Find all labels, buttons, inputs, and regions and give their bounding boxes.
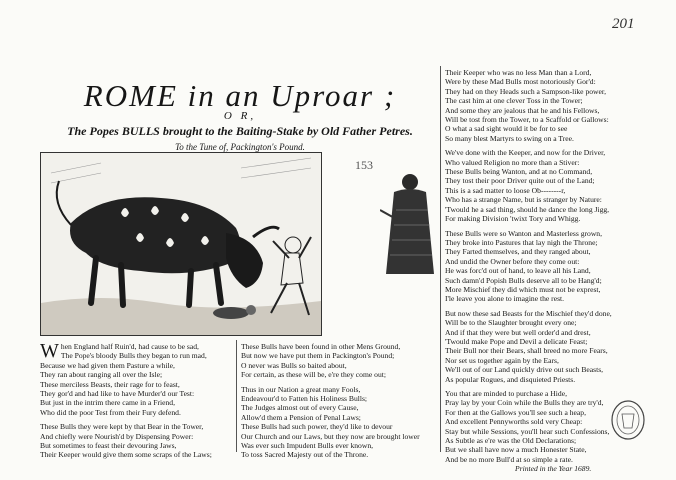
verse-line: To toss Sacred Majesty out of the Throne.	[241, 450, 369, 460]
verse-line: These Bulls have been found in other Mens Ground,	[241, 342, 401, 351]
verse-line: Will be tost from the Tower, to a Scaffold or Gallows:	[445, 115, 609, 125]
verse-line: They ran about ranging all over the Isle;	[40, 370, 163, 380]
bull-woodcut-icon	[41, 153, 321, 335]
verse-line: Will be to the Slaughter brought every one;	[445, 318, 577, 328]
ballad-subtitle: The Popes BULLS brought to the Baiting-Stake by Old Father Petres.	[67, 124, 413, 138]
verse-line: The cast him at one clever Toss in the Tower;	[445, 96, 583, 106]
verse-line: These merciless Beasts, their rage for to feast,	[40, 379, 180, 389]
verse-line: For certain, as these will be, e're they come out;	[241, 370, 386, 380]
verse-line: These Bulls being Wanton, and at no Command,	[445, 167, 593, 177]
verse-line: Their Keeper who was no less Man than a Lord,	[445, 68, 592, 77]
verse-line: O never was Bulls so baited about,	[241, 360, 347, 370]
verse-line: This is a sad matter to loose Ob--------r,	[445, 185, 566, 195]
verse-line: And excellent Pennyworths sold very Cheap:	[445, 417, 583, 427]
verse-column-1	[40, 342, 230, 460]
verse-line: Nor set us together again by the Ears,	[445, 355, 559, 365]
verse-line: More Mischief they did which must not be exprest,	[445, 284, 601, 294]
verse-line: But now these sad Beasts for the Mischief they'd done,	[445, 308, 612, 318]
verse-line: Who valued Religion no more than a Stiver:	[445, 157, 580, 167]
verse-line: The Judges almost out of every Cause,	[241, 403, 359, 413]
verse-line: Such damn'd Popish Bulls deserve all to be Hang'd;	[445, 275, 602, 285]
verse-line: Were by these Mad Bulls most notoriously Gor'd:	[445, 77, 596, 87]
verse-line: These Bulls had such power, they'd like to devour	[241, 422, 393, 432]
verse-line: But we shall have now a much Honester State,	[445, 445, 587, 455]
verse-line: For then at the Gallows you'll see such a heap,	[445, 407, 586, 417]
verse-line: Was ever such Impudent Bulls ever known,	[241, 441, 374, 451]
verse-line: Endeavour'd to Fatten his Holiness Bulls;	[241, 394, 368, 404]
verse-line: You that are minded to purchase a Hide,	[445, 389, 567, 398]
verse-line: O what a sad sight would it be for to see	[445, 124, 568, 134]
verse-line: They broke into Pastures that lay nigh the Throne;	[445, 237, 598, 247]
ballad-title: ROME in an Uproar ;	[83, 78, 397, 113]
verse-line: I'le leave you alone to imagine the rest.	[445, 294, 565, 304]
library-stamp-icon	[608, 398, 648, 442]
verse-line: Who did the poor Test from their Fury defend.	[40, 407, 181, 417]
verse-line: And chiefly were Nourish'd by Dispensing Power:	[40, 431, 194, 441]
verse-line: And some they are jealous that he and his Fellows,	[445, 105, 600, 115]
verse-line: They gor'd and had like to have Murder'd our Test:	[40, 389, 195, 399]
verse-line: And if that they were but well order'd and drest,	[445, 327, 591, 337]
verse-line: But sometimes to feast their devouring Jaws,	[40, 441, 177, 451]
verse-line: So many blest Martyrs to swing on a Tree.	[445, 133, 574, 143]
verse-line: When England half Ruin'd, had cause to be sad,	[40, 340, 199, 362]
verse-line: He was forc'd out of hand, to leave all his Land,	[445, 266, 591, 276]
verse-line: Stay but while Sessions, you'll hear such Confessions,	[445, 426, 610, 436]
or-label: O R,	[223, 110, 257, 122]
verse-line: 'Twould he a sad thing, should he dance the long Jigg,	[445, 204, 610, 214]
verse-line: Their Keeper would give them some scraps of the Laws;	[40, 450, 212, 460]
verse-line: 'Twould make Pope and Devil a delicate Feast;	[445, 336, 588, 346]
verse-line: Because we had given them Pasture a while,	[40, 360, 175, 370]
verse-line: But just in the intrim there came in a Friend,	[40, 398, 175, 408]
verse-line: Who has a strange Name, but is stranger by Nature:	[445, 195, 602, 205]
verse-line: Pray lay by your Coin while the Bulls they are try'd,	[445, 398, 604, 408]
verse-line: These Bulls they were kept by that Bear in the Tower,	[40, 422, 204, 432]
pencil-mark: 153	[355, 158, 373, 172]
column-divider	[236, 340, 237, 452]
verse-line: They Farted themselves, and they ranged about,	[445, 247, 591, 257]
bull-woodcut-illustration	[40, 152, 322, 336]
drop-cap: W	[40, 340, 59, 362]
imprint: Printed in the Year 1689.	[515, 464, 592, 474]
verse-column-2	[241, 342, 436, 460]
verse-line: The Pope's bloody Bulls they began to run mad,	[60, 351, 207, 361]
verse-line: And be no more Bull'd at so simple a rate.	[445, 454, 573, 464]
verse-line: Our Church and our Laws, but they now are brought lower	[241, 431, 420, 441]
folio-number: 201	[612, 16, 635, 32]
cloaked-figure-icon	[380, 170, 438, 280]
verse-line: And undid the Owner before they come out:	[445, 256, 580, 266]
column-divider	[440, 66, 441, 452]
verse-line: They tost their poor Driver quite out of the Land;	[445, 176, 595, 186]
verse-line: Thus in our Nation a great many Fools,	[241, 384, 361, 394]
verse-line: For making Division 'twixt Tory and Whigg.	[445, 214, 581, 224]
verse-line: We'll out of our Land quickly drive out such Beasts,	[445, 365, 604, 375]
verse-line: Allow'd them a Pension of Penal Laws;	[241, 412, 361, 422]
verse-line: They had on they Heads such a Sampson-like power,	[445, 86, 607, 96]
verse-line: These Bulls were so Wanton and Masterless grown,	[445, 228, 602, 238]
verse-line: We've done with the Keeper, and now for the Driver,	[445, 148, 606, 158]
verse-line: As popular Rogues, and disquieted Priests.	[445, 374, 576, 384]
verse-line: But now we have put them in Packington's Pound;	[241, 351, 395, 361]
verse-line: As Subtle as e're was the Old Declarations;	[445, 436, 577, 446]
verse-line: Their Bull nor their Bears, shall breed no more Fears,	[445, 346, 608, 356]
tune-line: To the Tune of, Packington's Pound.	[175, 142, 305, 152]
